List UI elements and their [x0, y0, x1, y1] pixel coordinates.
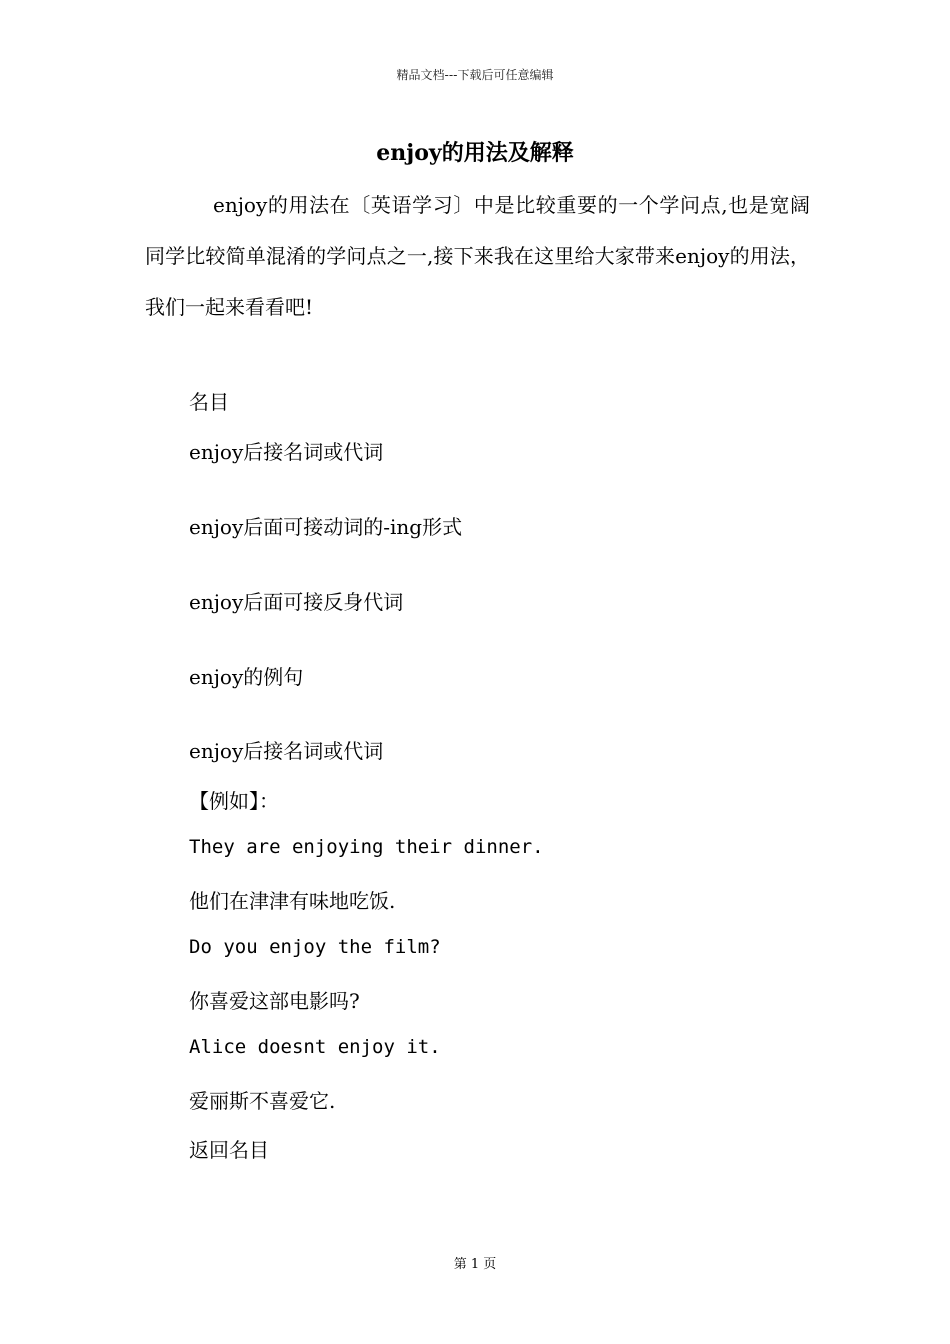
intro-paragraph: enjoy的用法在〔英语学习〕中是比较重要的一个学问点,也是宽阔同学比较简单混淆的学问点之一,接下来我在这里给大家带来enjoy的用法，我们一起来看看吧!: [145, 193, 810, 319]
example-chinese-1: 他们在津津有味地吃饭.: [189, 889, 396, 913]
back-to-toc-link[interactable]: 返回名目: [189, 1138, 269, 1162]
toc-item-2[interactable]: enjoy后面可接动词的-ing形式: [189, 515, 463, 539]
example-label: 【例如】：: [189, 789, 279, 813]
section-heading: enjoy后接名词或代词: [189, 739, 384, 763]
toc-item-1[interactable]: enjoy后接名词或代词: [189, 440, 384, 464]
example-english-2: Do you enjoy the film?: [189, 936, 441, 958]
page-header: 精品文档---下载后可任意编辑: [396, 68, 554, 82]
example-english-1: They are enjoying their dinner.: [189, 836, 544, 858]
example-chinese-3: 爱丽斯不喜爱它.: [189, 1089, 336, 1113]
document-title: enjoy的用法及解释: [376, 140, 574, 166]
page-number: 第 1 页: [453, 1257, 497, 1272]
example-chinese-2: 你喜爱这部电影吗?: [189, 989, 360, 1013]
toc-heading: 名目: [189, 390, 229, 414]
toc-item-4[interactable]: enjoy的例句: [189, 665, 304, 689]
example-english-3: Alice doesnt enjoy it.: [189, 1036, 441, 1058]
toc-item-3[interactable]: enjoy后面可接反身代词: [189, 590, 404, 614]
